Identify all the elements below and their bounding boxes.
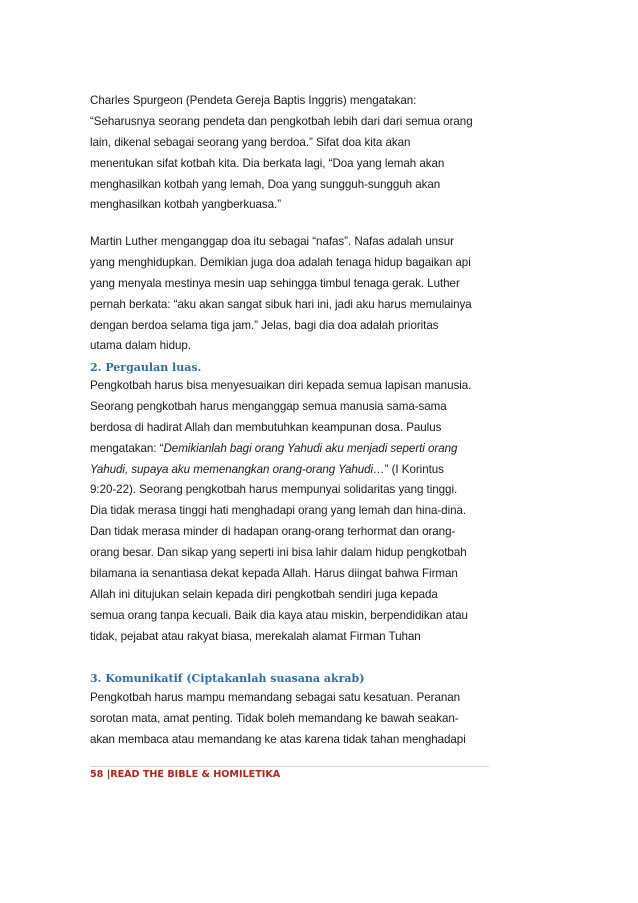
text-segment: mengatakan: “: [90, 441, 164, 455]
text-line: tidak, pejabat atau rakyat biasa, merekalah alamat Firman Tuhan: [90, 629, 421, 643]
paragraph-luther: [90, 232, 500, 357]
text-line: pernah berkata: “aku akan sangat sibuk hari ini, jadi aku harus memulainya: [90, 297, 472, 311]
section-heading-komunikatif: 3. Komunikatif (Ciptakanlah suasana akrab): [90, 672, 365, 685]
text-line: Seorang pengkotbah harus menganggap semua manusia sama-sama: [90, 399, 447, 413]
text-line: semua orang tanpa kecuali. Baik dia kaya atau miskin, berpendidikan atau: [90, 608, 468, 622]
text-line: Charles Spurgeon (Pendeta Gereja Baptis Inggris) mengatakan:: [90, 94, 417, 107]
paragraph-spurgeon: [90, 91, 500, 216]
text-line: 9:20-22). Seorang pengkotbah harus mempunyai solidaritas yang tinggi.: [90, 483, 458, 497]
text-line: menghasilkan kotbah yangberkuasa.”: [90, 198, 282, 212]
section-heading-pergaulan-luas: 2. Pergaulan luas.: [90, 361, 202, 374]
text-line: Martin Luther menganggap doa itu sebagai “nafas”. Nafas adalah unsur: [90, 235, 454, 248]
scripture-quote-italic: Yahudi, supaya aku memenangkan orang-orang Yahudi…: [90, 462, 385, 476]
paragraph-komunikatif: [90, 688, 500, 751]
text-line: “Seharusnya seorang pendeta dan pengkotbah lebih dari dari semua orang: [90, 114, 473, 128]
text-line: yang menyala mestinya mesin uap sehingga timbul tenaga gerak. Luther: [90, 276, 460, 290]
text-line: orang besar. Dan sikap yang seperti ini bisa lahir dalam hidup pengkotbah: [90, 546, 467, 560]
text-line: dengan berdoa selama tiga jam.” Jelas, bagi dia doa adalah prioritas: [90, 318, 439, 332]
text-line-quote-end: [90, 460, 500, 481]
text-line: Allah ini ditujukan selain kepada diri pengkotbah sendiri juga kepada: [90, 587, 438, 601]
text-line: Dia tidak merasa tinggi hati menghadapi orang yang lemah dan hina-dina.: [90, 504, 467, 518]
text-line: berdosa di hadirat Allah dan membutuhkan keampunan dosa. Paulus: [90, 420, 442, 434]
text-line: Pengkotbah harus bisa menyesuaikan diri kepada semua lapisan manusia.: [90, 379, 472, 392]
text-line: yang menghidupkan. Demikian juga doa adalah tenaga hidup bagaikan api: [90, 255, 471, 269]
text-line: Dan tidak merasa minder di hadapan orang-orang terhormat dan orang-: [90, 525, 456, 539]
text-line: akan membaca atau memandang ke atas karena tidak tahan menghadapi: [90, 732, 466, 746]
paragraph-pergaulan: [90, 376, 500, 648]
text-line-quote-start: [90, 439, 500, 460]
text-line: Pengkotbah harus mampu memandang sebagai satu kesatuan. Peranan: [90, 691, 461, 704]
text-line: sorotan mata, amat penting. Tidak boleh memandang ke bawah seakan-: [90, 711, 459, 725]
scripture-quote-italic: Demikianlah bagi orang Yahudi aku menjadi seperti orang: [163, 441, 458, 455]
scripture-reference: ” (I Korintus: [384, 462, 444, 476]
page-footer: 58 |READ THE BIBLE & HOMILETIKA: [90, 769, 281, 780]
text-line: menentukan sifat kotbah kita. Dia berkata lagi, “Doa yang lemah akan: [90, 156, 445, 170]
text-line: utama dalam hidup.: [90, 339, 191, 353]
text-line: menghasilkan kotbah yang lemah, Doa yang sungguh-sungguh akan: [90, 177, 441, 191]
text-line: bilamana ia senantiasa dekat kepada Allah. Harus diingat bahwa Firman: [90, 567, 458, 581]
text-line: lain, dikenal sebagai seorang yang berdoa.” Sifat doa kita akan: [90, 135, 411, 149]
